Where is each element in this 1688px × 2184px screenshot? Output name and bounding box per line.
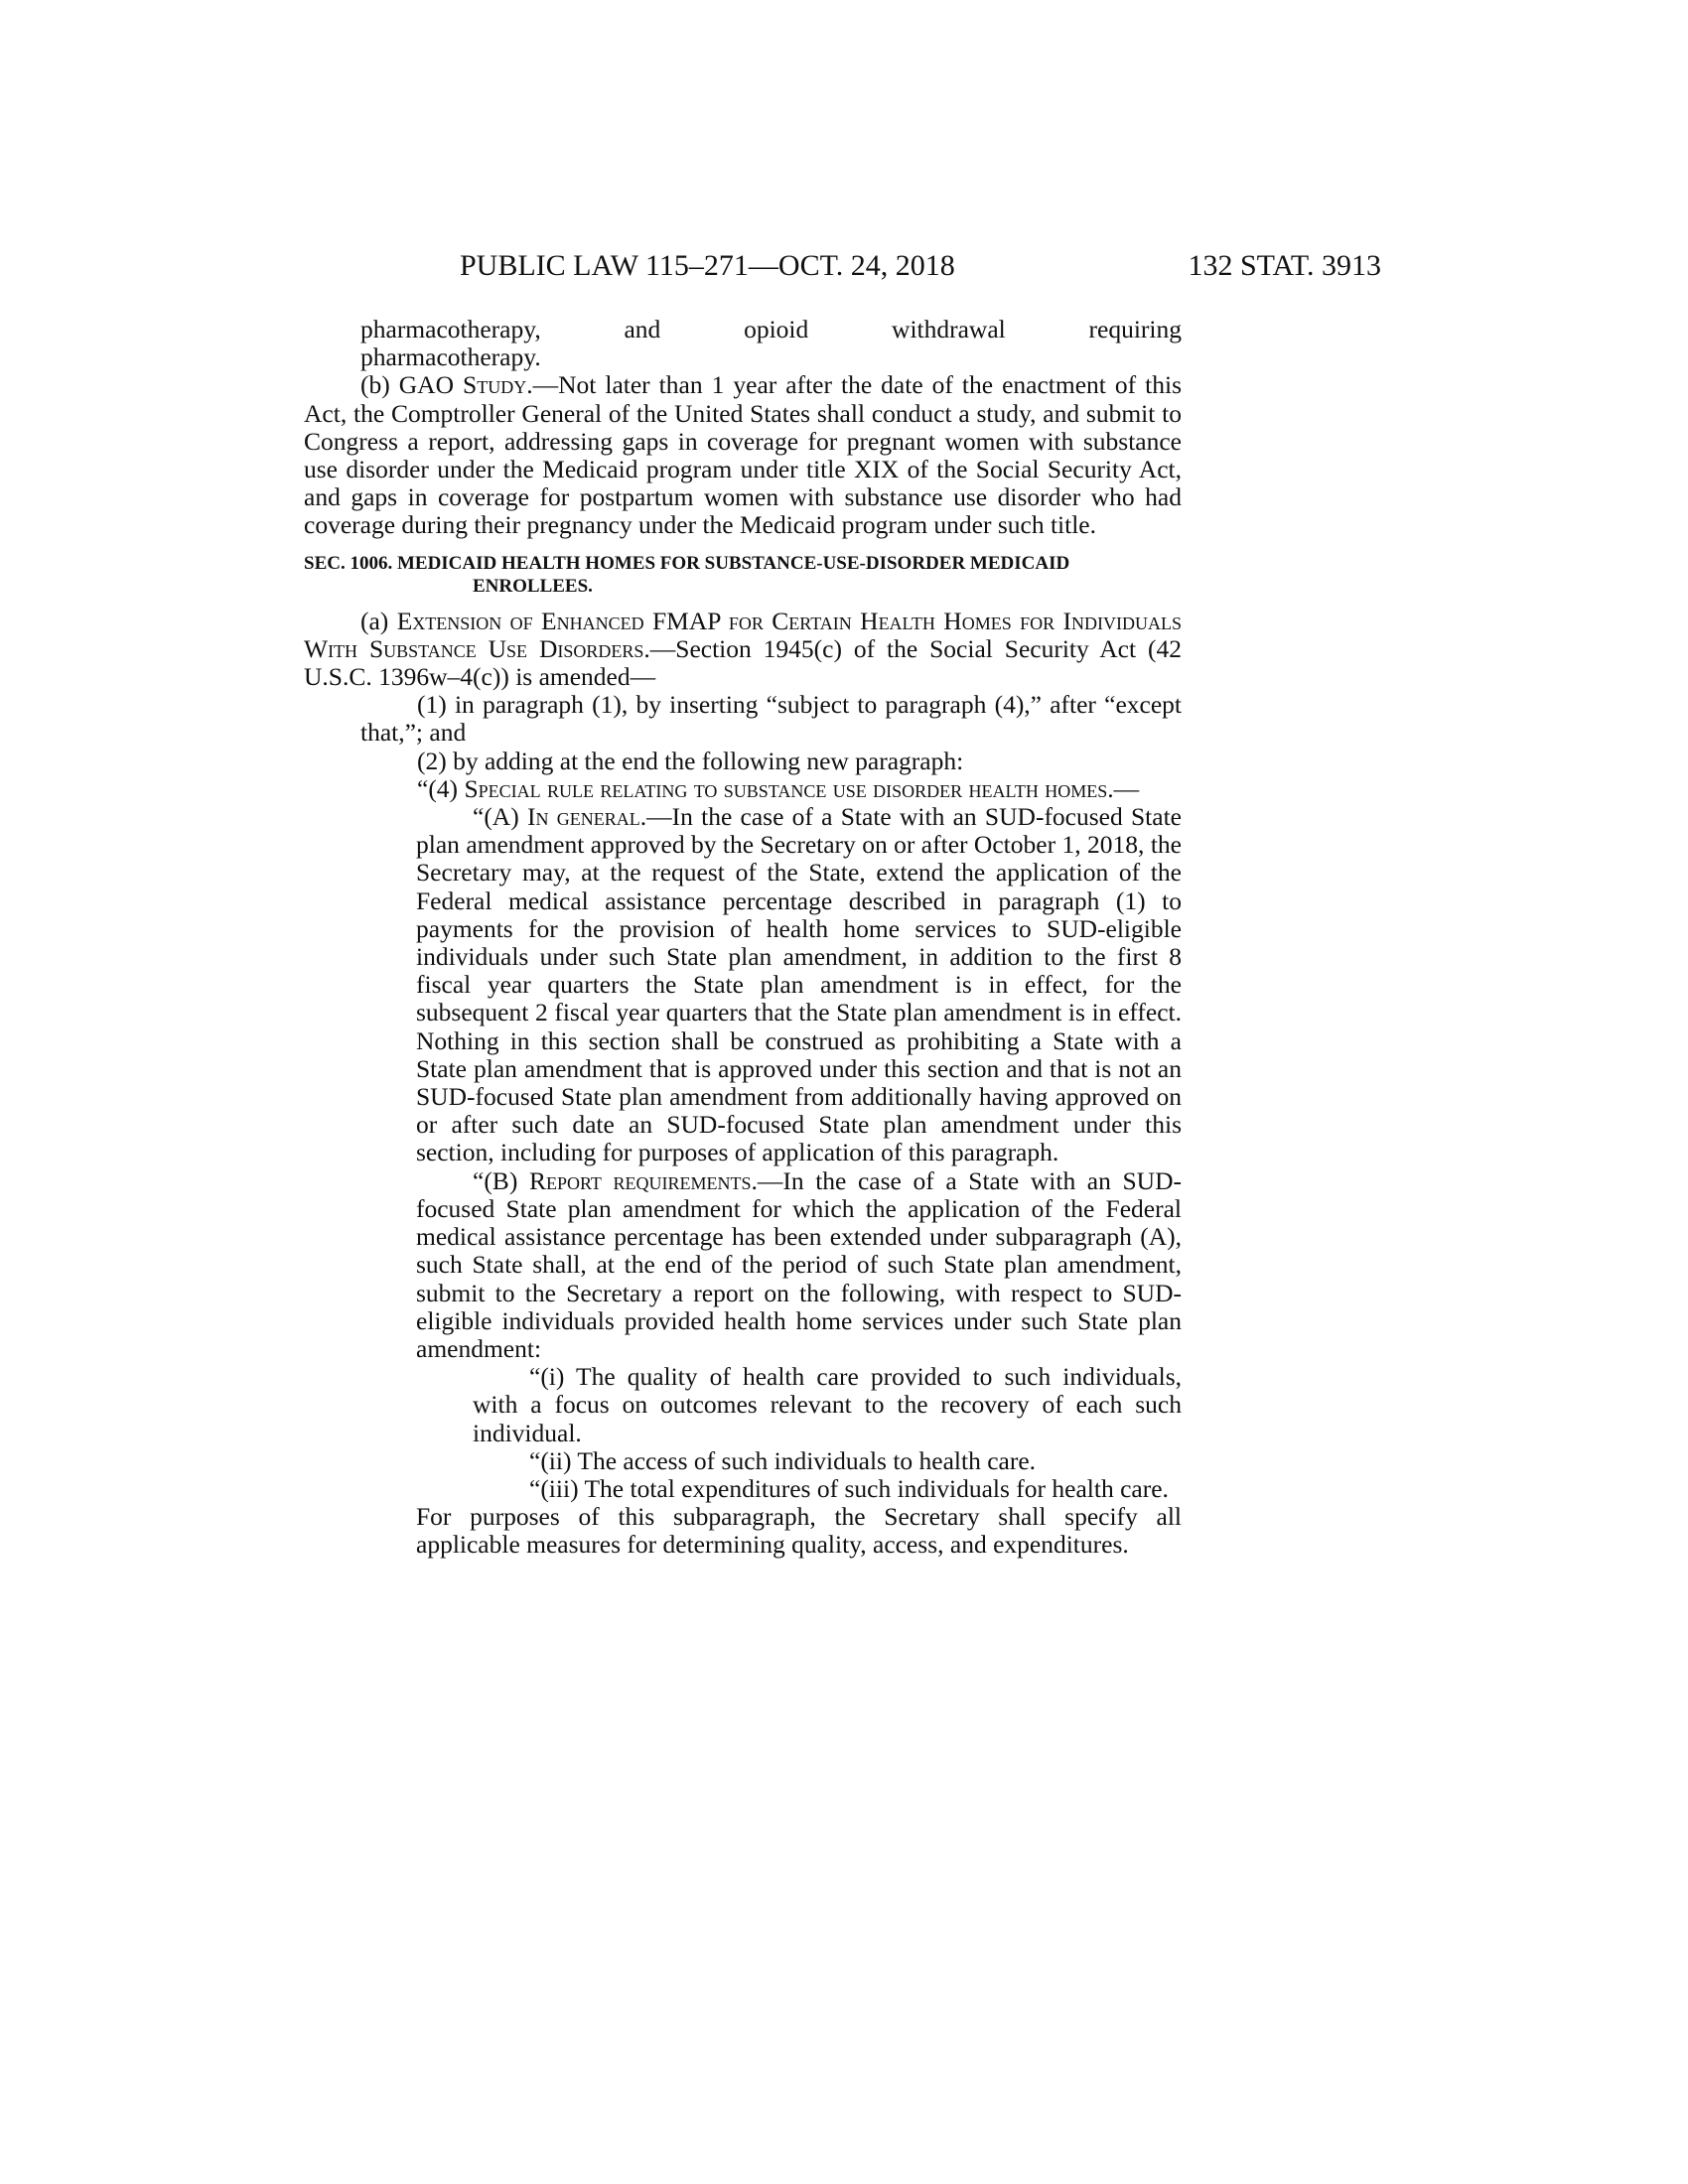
continued-paragraph-end: pharmacotherapy. — [360, 342, 541, 372]
subparagraph-caption: In general — [526, 802, 640, 832]
clause-ii: “(ii) The access of such individuals to health care. — [529, 1445, 1037, 1475]
subparagraph-b-report: “(B) Report requirements.—In the case of a State with an SUD-focused State plan amendment for which the application of the Federal medical assistance percentage has been extended under subparagraph (A), such State shall, at the end of the period of such State plan amendment, submit to the Secretary a report on the following, with respect to SUD-eligible individuals provided health home services under such State plan amendment: — [416, 1165, 1182, 1363]
paragraph-2: (2) by adding at the end the following new paragraph: — [417, 746, 964, 775]
flush-text: For purposes of this subparagraph, the Secretary shall specify all applicable measures for determining quality, access, and expenditures. — [416, 1502, 1182, 1560]
subsection-caption: Extension of Enhanced FMAP for Certain Health Homes for Individuals With Substance Use Disorders — [304, 606, 1182, 663]
paragraph-1: (1) in paragraph (1), by inserting “subject to paragraph (4),” after “except that,”; and — [360, 690, 1182, 748]
clause-i: “(i) The quality of health care provided to such individuals, with a focus on outcomes relevant to the recovery of each such individual. — [473, 1362, 1182, 1447]
page-header — [460, 246, 1381, 286]
running-head: PUBLIC LAW 115–271—OCT. 24, 2018 — [460, 249, 955, 282]
stat-page-number: 132 STAT. 3913 — [1188, 249, 1381, 282]
continued-paragraph: pharmacotherapy, and opioid withdrawal requiring — [360, 315, 1182, 343]
clause-iii: “(iii) The total expenditures of such individuals for health care. — [529, 1473, 1169, 1503]
document-body — [304, 316, 1182, 1560]
subsection-caption: GAO Study — [398, 370, 527, 400]
subsection-a-extension: (a) Extension of Enhanced FMAP for Certain Health Homes for Individuals With Substance Use Disorders.—Section 1945(c) of the Social Security Act (42 U.S.C. 1396w–4(c)) is amended— — [304, 606, 1182, 692]
section-heading: SEC. 1006. MEDICAID HEALTH HOMES FOR SUBSTANCE-USE-DISORDER MEDICAID ENROLLEES. — [304, 552, 1070, 597]
subparagraph-a-in-general: “(A) In general.—In the case of a State with an SUD-focused State plan amendment approved by the Secretary on or after October 1, 2018, the Secretary may, at the request of the State, extend the application of the Federal medical assistance percentage described in paragraph (1) to payments for the provision of health home services to SUD-eligible individuals under such State plan amendment, in addition to the first 8 fiscal year quarters the State plan amendment is in effect, for the subsequent 2 fiscal year quarters that the State plan amendment is in effect. Nothing in this section shall be construed as prohibiting a State with a State plan amendment that is approved under this section and that is not an SUD-focused State plan amendment from additionally having approved on or after such date an SUD-focused State plan amendment under this section, including for purposes of application of this paragraph. — [416, 802, 1182, 1167]
subsection-b-gao-study: (b) GAO Study.—Not later than 1 year after the date of the enactment of this Act, the Comptroller General of the United States shall conduct a study, and submit to Congress a report, addressing gaps in coverage for pregnant women with substance use disorder under the Medicaid program under title XIX of the Social Security Act, and gaps in coverage for postpartum women with substance use disorder who had coverage during their pregnancy under the Medicaid program under such title. — [304, 370, 1183, 540]
paragraph-4-special-rule: “(4) Special rule relating to substance use disorder health homes.— — [417, 773, 1140, 803]
subparagraph-caption: Report requirements — [528, 1165, 752, 1195]
paragraph-caption: Special rule relating to substance use disorder health homes — [464, 773, 1108, 803]
